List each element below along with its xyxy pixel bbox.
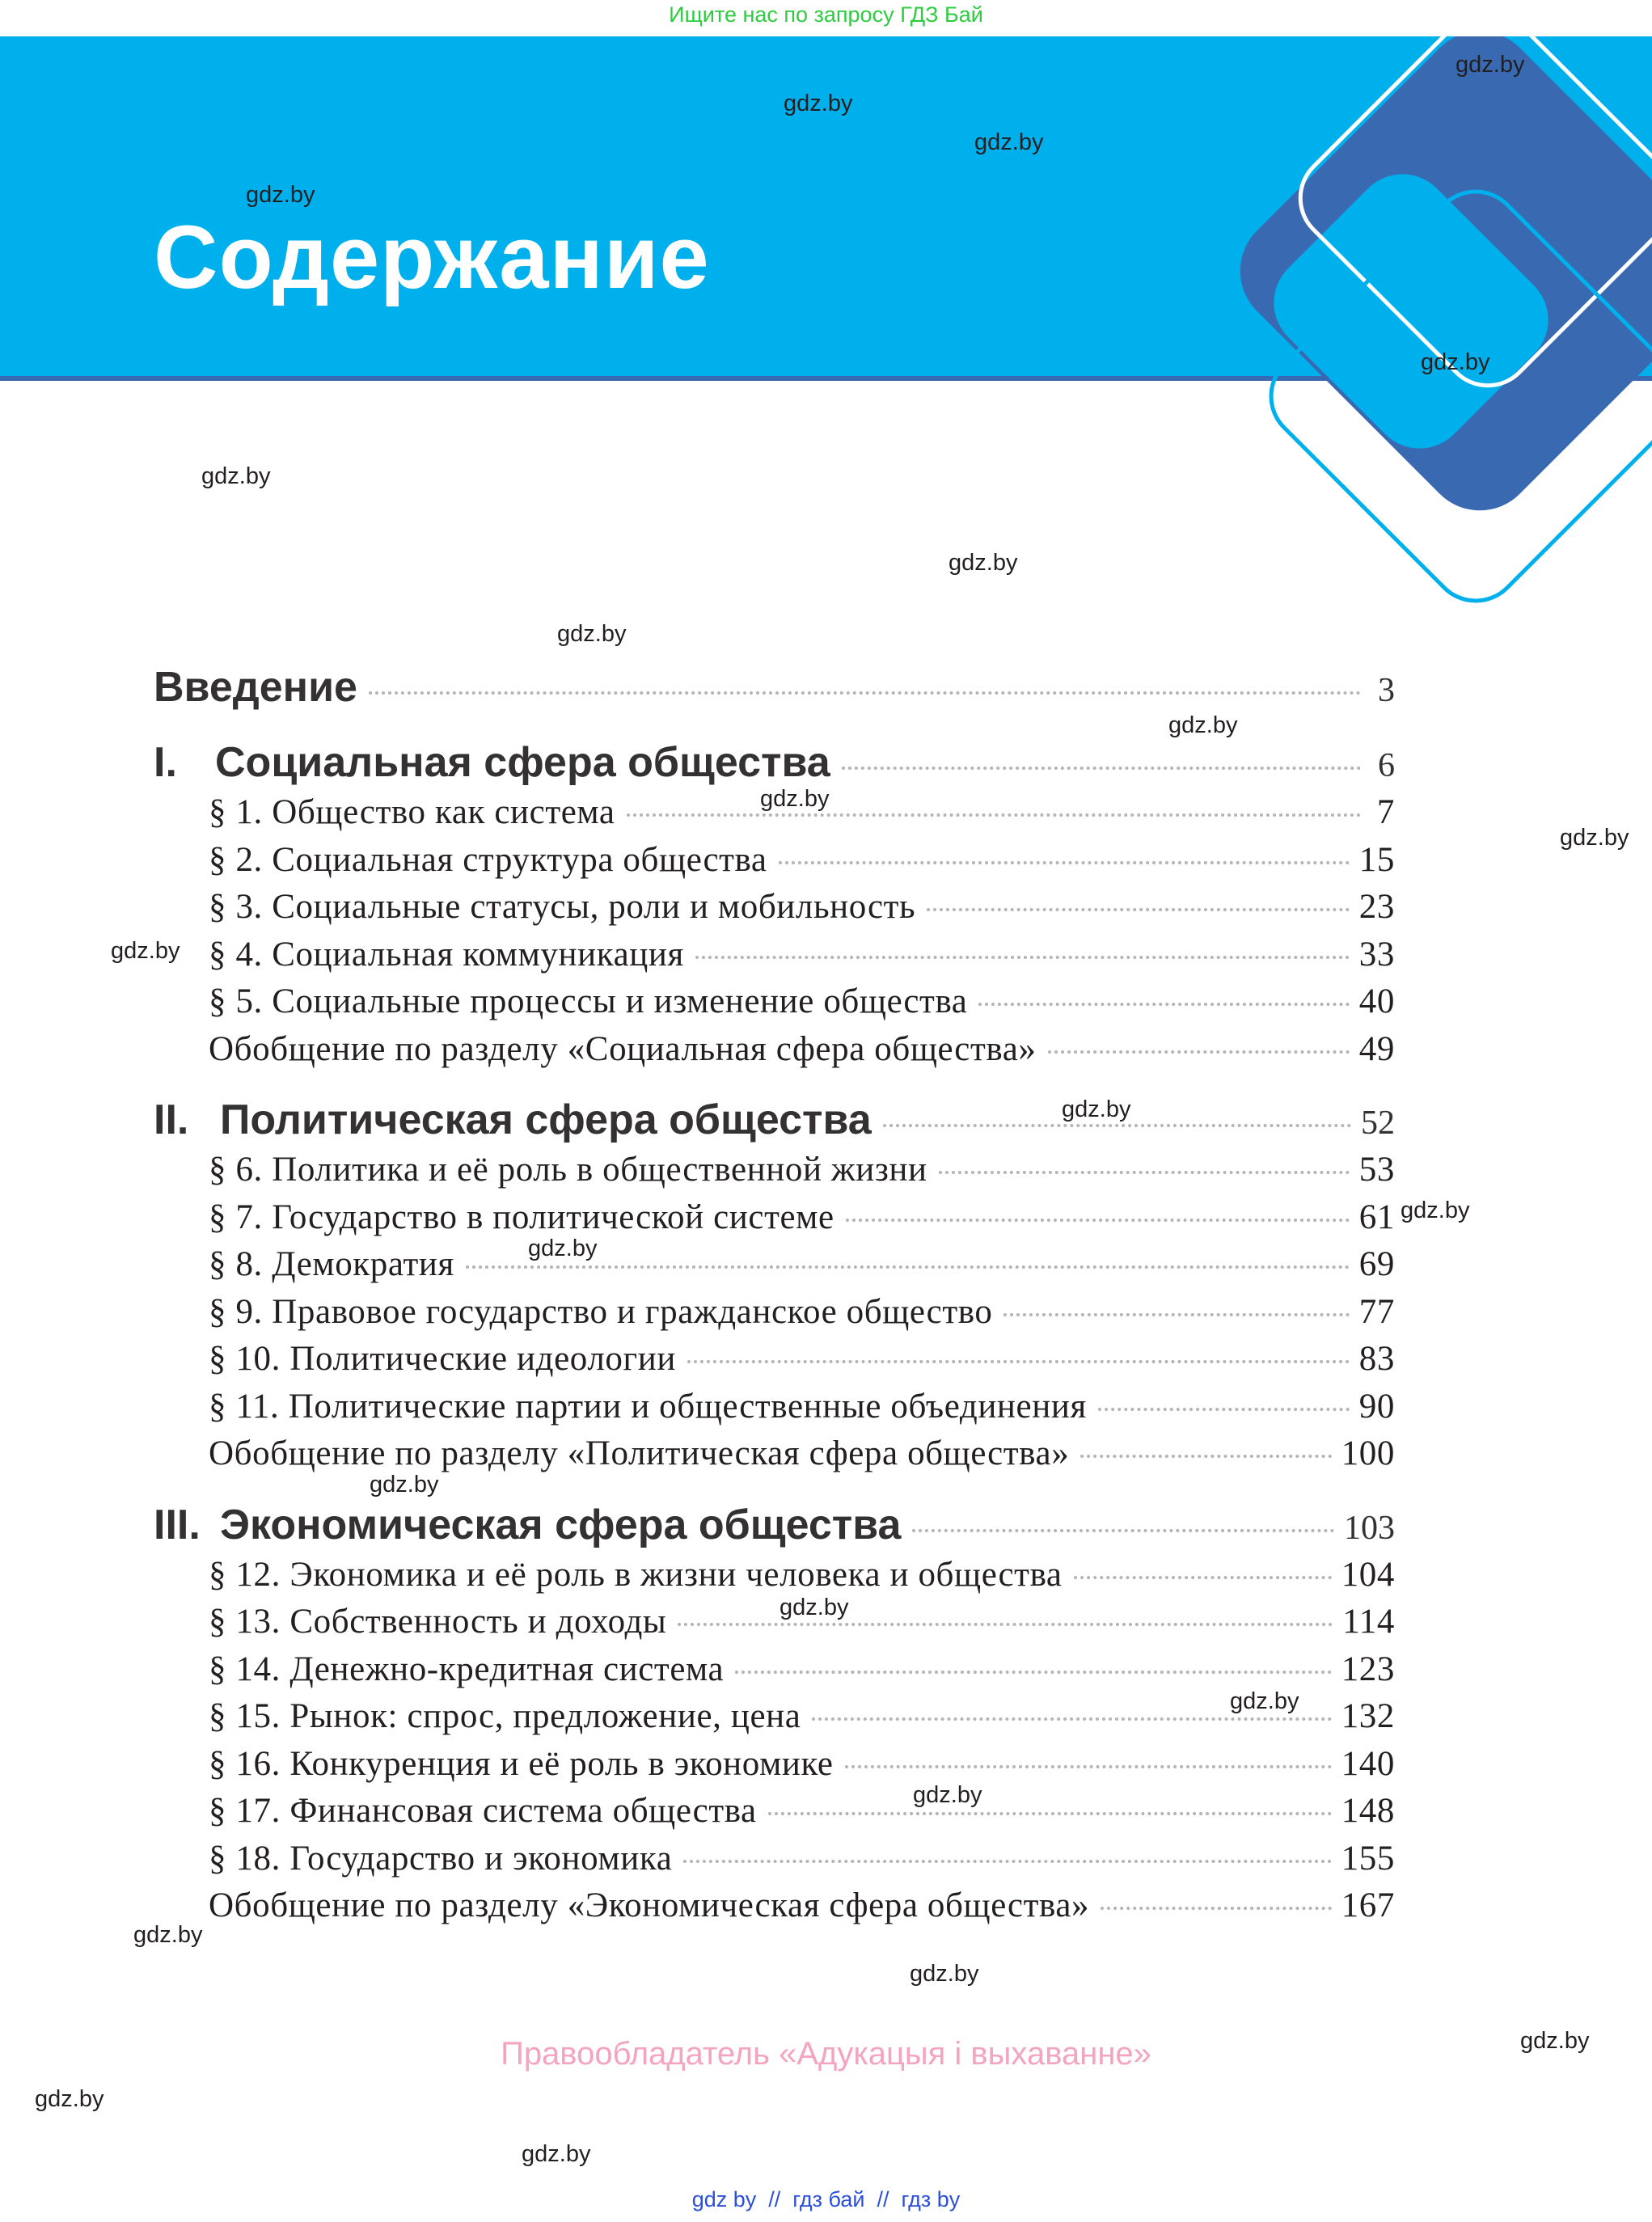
toc-section-2 [154, 1096, 1395, 1144]
toc-leader-dots [678, 1623, 1333, 1626]
toc-leader-dots [883, 1124, 1351, 1127]
toc-leader-dots [627, 813, 1361, 817]
toc-item-label: Обобщение по разделу «Экономическая сфера общества» [209, 1886, 1090, 1924]
toc-item [209, 1650, 1395, 1689]
toc-leader-dots [687, 1360, 1350, 1363]
toc-item-page: 167 [1341, 1886, 1395, 1924]
toc-item [209, 1886, 1395, 1925]
toc-intro-label: Введение [154, 664, 357, 711]
toc-leader-dots [768, 1812, 1332, 1815]
toc-intro [154, 663, 1395, 712]
toc-section-1-page: 6 [1378, 747, 1395, 784]
toc-item-label: § 4. Социальная коммуникация [209, 936, 684, 974]
toc-leader-dots [1074, 1576, 1332, 1579]
toc-leader-dots [912, 1529, 1334, 1532]
toc-item-label: § 10. Политические идеологии [209, 1340, 676, 1378]
toc-item-label: § 16. Конкуренция и её роль в экономике [209, 1745, 834, 1783]
toc-leader-dots [466, 1265, 1350, 1269]
toc-section-3-page: 103 [1344, 1510, 1395, 1547]
toc-section-3-label [154, 1501, 909, 1549]
footer-links: gdz by // гдз бай // гдз by [691, 2187, 961, 2211]
watermark: gdz.by [1421, 349, 1490, 375]
toc-item [209, 935, 1395, 974]
toc-item-page: 114 [1342, 1603, 1395, 1641]
watermark: gdz.by [1456, 52, 1525, 78]
toc-item-label: § 18. Государство и экономика [209, 1840, 673, 1878]
toc-section-1-roman: I. [154, 739, 177, 786]
toc-item-page: 33 [1358, 936, 1395, 974]
toc-leader-dots [939, 1171, 1350, 1174]
toc-leader-dots [369, 691, 1361, 695]
toc-item-label: § 13. Собственность и доходы [209, 1603, 667, 1641]
watermark: gdz.by [1062, 1096, 1131, 1122]
top-watermark-note: Ищите нас по запросу ГДЗ Бай [669, 2, 983, 27]
toc-item-page: 53 [1358, 1151, 1395, 1189]
toc-item [209, 1744, 1395, 1784]
watermark: gdz.by [1230, 1688, 1299, 1714]
toc-item [209, 840, 1395, 880]
toc-section-2-label [154, 1096, 880, 1144]
toc-leader-dots [978, 1003, 1349, 1006]
toc-item-page: 100 [1341, 1434, 1395, 1472]
toc-item-page: 132 [1341, 1697, 1395, 1735]
toc-section-3 [154, 1501, 1395, 1549]
watermark: gdz.by [528, 1236, 598, 1261]
toc-item-label: § 7. Государство в политической системе [209, 1198, 834, 1236]
watermark: gdz.by [1520, 2028, 1590, 2054]
toc-section-1-title: Социальная сфера общества [215, 739, 830, 786]
toc-item-page: 7 [1376, 793, 1395, 831]
watermark: gdz.by [784, 91, 853, 116]
toc-section-3-title: Экономическая сфера общества [220, 1502, 902, 1548]
toc-section-3-roman: III. [154, 1502, 201, 1548]
toc-item [209, 982, 1395, 1021]
decorative-squares [1197, 36, 1652, 748]
watermark: gdz.by [1168, 712, 1238, 738]
toc-item [209, 1696, 1395, 1736]
toc-item-page: 140 [1341, 1745, 1395, 1783]
toc-item-page: 23 [1358, 888, 1395, 926]
watermark: gdz.by [370, 1472, 439, 1498]
toc-leader-dots [842, 767, 1361, 770]
toc-item-page: 69 [1358, 1245, 1395, 1283]
watermark: gdz.by [974, 129, 1044, 155]
toc-item-label: Обобщение по разделу «Политическая сфера общества» [209, 1434, 1070, 1472]
toc-item-label: Обобщение по разделу «Социальная сфера общества» [209, 1030, 1037, 1068]
toc-item-label: § 15. Рынок: спрос, предложение, цена [209, 1697, 801, 1735]
toc-item-page: 90 [1358, 1388, 1395, 1426]
watermark: gdz.by [111, 938, 180, 964]
toc-leader-dots [683, 1860, 1331, 1863]
toc-leader-dots [927, 908, 1350, 911]
watermark: gdz.by [913, 1782, 982, 1808]
toc-leader-dots [779, 861, 1350, 864]
watermark: gdz.by [557, 621, 627, 647]
watermark: gdz.by [1401, 1198, 1470, 1223]
toc-item [209, 1434, 1395, 1473]
toc-item-page: 148 [1341, 1792, 1395, 1830]
toc-leader-dots [1080, 1455, 1331, 1458]
toc-section-1-label [154, 738, 839, 787]
toc-item [209, 1339, 1395, 1379]
watermark: gdz.by [780, 1595, 849, 1620]
toc-item [209, 1839, 1395, 1878]
toc-item-page: 104 [1341, 1556, 1395, 1594]
toc-leader-dots [695, 956, 1350, 959]
toc-item-label: § 5. Социальные процессы и изменение общества [209, 982, 968, 1020]
toc-leader-dots [1101, 1907, 1332, 1910]
toc-item-label: § 17. Финансовая система общества [209, 1792, 757, 1830]
toc-item-label: § 14. Денежно-кредитная система [209, 1650, 725, 1688]
toc-item-page: 83 [1358, 1340, 1395, 1378]
toc-leader-dots [1003, 1313, 1349, 1316]
toc-section-2-roman: II. [154, 1096, 189, 1143]
watermark: gdz.by [133, 1922, 203, 1948]
watermark: gdz.by [910, 1961, 979, 1987]
toc-item-page: 15 [1358, 841, 1395, 879]
toc-item [209, 1244, 1395, 1284]
watermark: gdz.by [949, 550, 1018, 576]
toc-item [209, 1198, 1395, 1237]
toc-item-label: § 11. Политические партии и общественные объединения [209, 1388, 1087, 1426]
toc-item-page: 155 [1341, 1840, 1395, 1878]
toc-section-1 [154, 738, 1395, 787]
toc-intro-page: 3 [1378, 672, 1395, 709]
toc-item-label: § 8. Демократия [209, 1245, 454, 1283]
toc-leader-dots [845, 1765, 1332, 1768]
toc-leader-dots [846, 1219, 1350, 1222]
watermark: gdz.by [1560, 825, 1629, 851]
toc-item [209, 1387, 1395, 1426]
toc-item-page: 123 [1341, 1650, 1395, 1688]
toc-item-page: 77 [1358, 1293, 1395, 1331]
toc-item [209, 1150, 1395, 1189]
toc-item-label: § 12. Экономика и её роль в жизни человека и общества [209, 1556, 1063, 1594]
toc-item [209, 1791, 1395, 1831]
toc-leader-dots [1048, 1050, 1350, 1054]
watermark: gdz.by [201, 463, 271, 489]
toc-item [209, 1555, 1395, 1595]
toc-section-2-title: Политическая сфера общества [220, 1096, 872, 1143]
toc-item-label: § 1. Общество как система [209, 793, 615, 831]
page-title: Содержание [154, 208, 710, 307]
toc-item-label: § 6. Политика и её роль в общественной жизни [209, 1151, 927, 1189]
watermark: gdz.by [35, 2086, 104, 2112]
watermark: gdz.by [246, 182, 315, 208]
toc-leader-dots [1098, 1408, 1350, 1411]
toc-item [209, 1029, 1395, 1069]
toc-section-2-page: 52 [1361, 1105, 1395, 1142]
toc-leader-dots [812, 1717, 1331, 1721]
toc-item-page: 61 [1358, 1198, 1395, 1236]
watermark: gdz.by [522, 2141, 591, 2167]
toc-item [209, 1292, 1395, 1332]
toc-item-label: § 2. Социальная структура общества [209, 841, 767, 879]
toc-item-page: 49 [1358, 1030, 1395, 1068]
toc-item [209, 887, 1395, 927]
toc-item-label: § 9. Правовое государство и гражданское общество [209, 1293, 993, 1331]
watermark: gdz.by [760, 786, 830, 812]
toc-item-page: 40 [1358, 982, 1395, 1020]
copyright-notice: Правообладатель «Адукацыя і выхаванне» [501, 2036, 1151, 2072]
toc-leader-dots [735, 1671, 1331, 1674]
toc-item-label: § 3. Социальные статусы, роли и мобильность [209, 888, 916, 926]
